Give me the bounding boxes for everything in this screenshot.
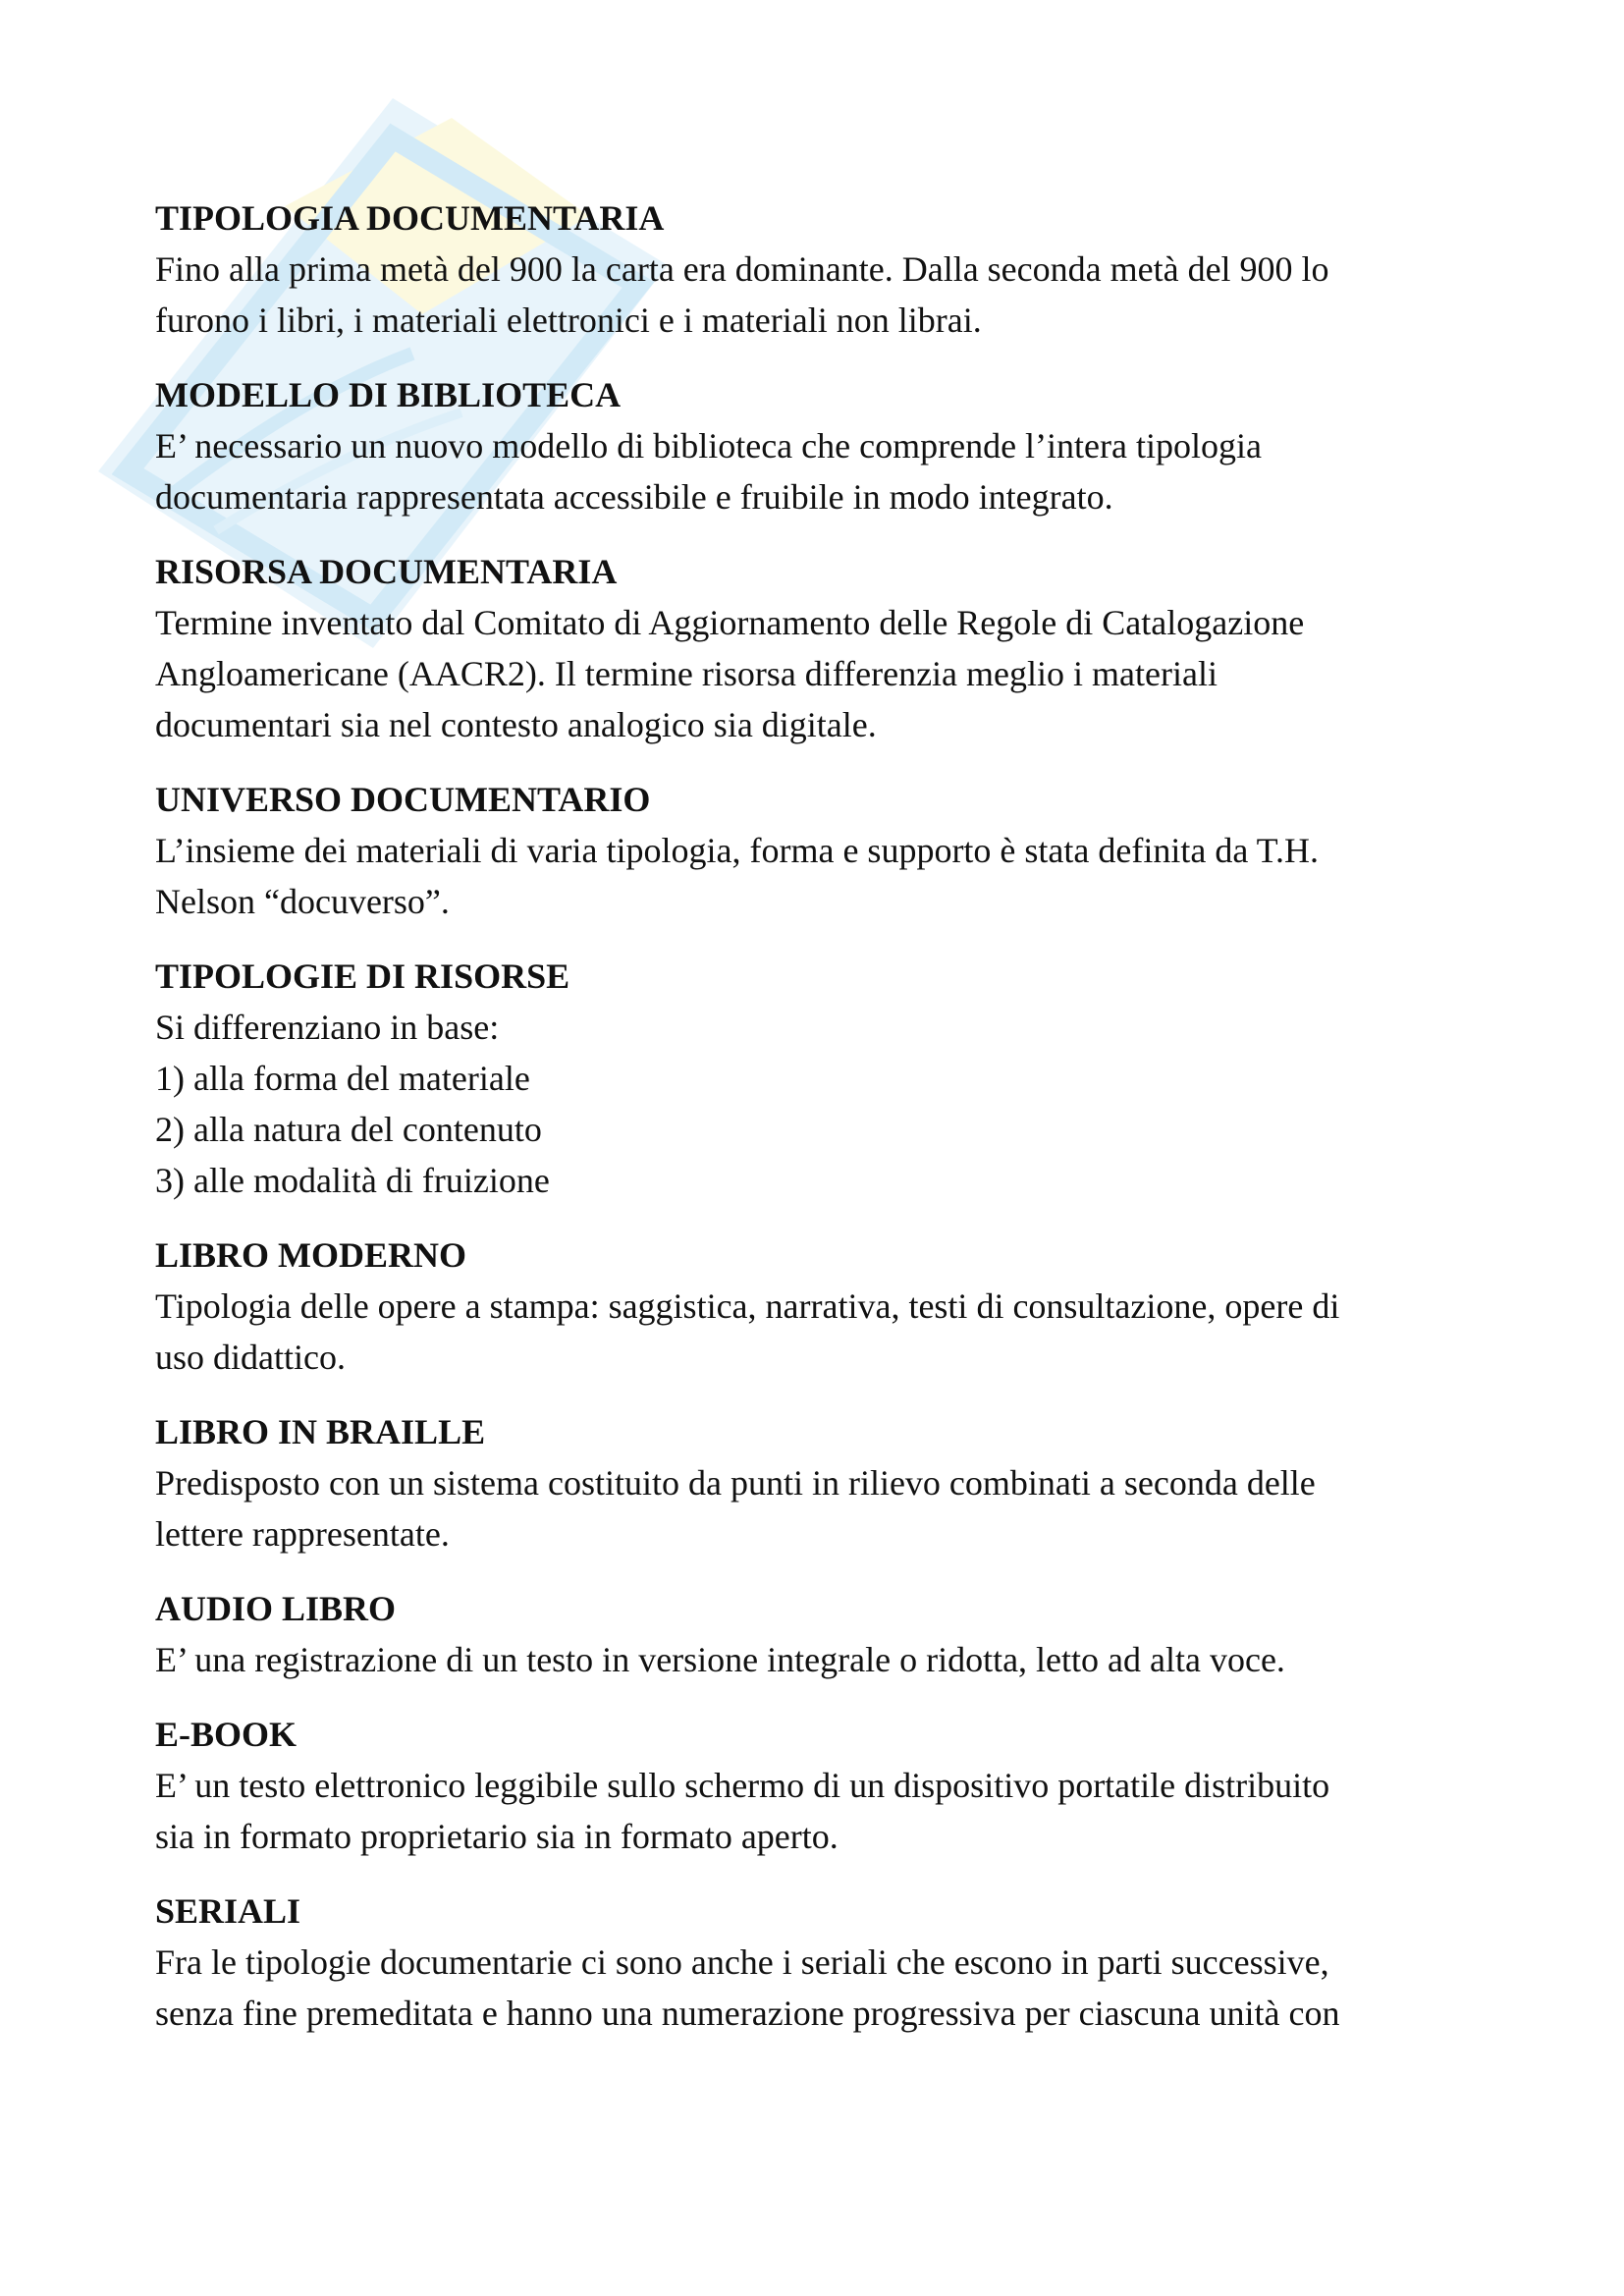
- paragraph-line: Predisposto con un sistema costituito da punti in rilievo combinati a seconda delle: [155, 1463, 1316, 1503]
- paragraph-line: lettere rappresentate.: [155, 1514, 450, 1554]
- paragraph-line: documentari sia nel contesto analogico sia digitale.: [155, 705, 877, 744]
- section-modello-di-biblioteca: [155, 369, 1490, 522]
- section-heading: TIPOLOGIE DI RISORSE: [155, 957, 570, 996]
- paragraph-line: E’ necessario un nuovo modello di biblioteca che comprende l’intera tipologia: [155, 426, 1262, 465]
- section-heading: UNIVERSO DOCUMENTARIO: [155, 780, 651, 819]
- list-item: 2) alla natura del contenuto: [155, 1110, 542, 1149]
- section-heading: MODELLO DI BIBLIOTECA: [155, 375, 622, 414]
- section-heading: E-BOOK: [155, 1715, 298, 1754]
- paragraph-line: Fra le tipologie documentarie ci sono anche i seriali che escono in parti successive,: [155, 1942, 1329, 1982]
- section-universo-documentario: [155, 774, 1490, 927]
- section-libro-in-braille: [155, 1406, 1490, 1559]
- section-heading: TIPOLOGIA DOCUMENTARIA: [155, 198, 665, 238]
- paragraph-line: documentaria rappresentata accessibile e fruibile in modo integrato.: [155, 477, 1113, 517]
- paragraph-line: E’ una registrazione di un testo in versione integrale o ridotta, letto ad alta voce.: [155, 1640, 1285, 1679]
- section-audio-libro: [155, 1583, 1490, 1685]
- section-heading: LIBRO IN BRAILLE: [155, 1412, 486, 1451]
- paragraph-line: Tipologia delle opere a stampa: saggistica, narrativa, testi di consultazione, opere di: [155, 1286, 1340, 1326]
- section-e-book: [155, 1709, 1490, 1862]
- section-libro-moderno: [155, 1230, 1490, 1383]
- paragraph-line: Termine inventato dal Comitato di Aggiornamento delle Regole di Catalogazione: [155, 603, 1305, 642]
- paragraph-line: E’ un testo elettronico leggibile sullo schermo di un dispositivo portatile distribuito: [155, 1766, 1330, 1805]
- section-heading: SERIALI: [155, 1891, 301, 1931]
- paragraph-line: Nelson “docuverso”.: [155, 882, 450, 921]
- section-heading: RISORSA DOCUMENTARIA: [155, 552, 618, 591]
- section-risorsa-documentaria: [155, 546, 1490, 750]
- list-item: 3) alle modalità di fruizione: [155, 1161, 550, 1200]
- paragraph-line: Angloamericane (AACR2). Il termine risorsa differenzia meglio i materiali: [155, 654, 1218, 693]
- section-heading: AUDIO LIBRO: [155, 1589, 397, 1628]
- paragraph-line: Fino alla prima metà del 900 la carta era dominante. Dalla seconda metà del 900 lo: [155, 249, 1329, 289]
- section-tipologie-di-risorse: [155, 951, 1490, 1206]
- section-heading: LIBRO MODERNO: [155, 1235, 467, 1275]
- paragraph-line: furono i libri, i materiali elettronici e i materiali non librai.: [155, 301, 982, 340]
- document-body: [155, 192, 1490, 2062]
- section-seriali: [155, 1886, 1490, 2039]
- paragraph-line: uso didattico.: [155, 1338, 346, 1377]
- paragraph-line: sia in formato proprietario sia in formato aperto.: [155, 1817, 839, 1856]
- list-item: 1) alla forma del materiale: [155, 1059, 530, 1098]
- paragraph-line: Si differenziano in base:: [155, 1008, 500, 1047]
- section-tipologia-documentaria: [155, 192, 1490, 346]
- paragraph-line: L’insieme dei materiali di varia tipologia, forma e supporto è stata definita da T.H.: [155, 831, 1319, 870]
- paragraph-line: senza fine premeditata e hanno una numerazione progressiva per ciascuna unità con: [155, 1994, 1340, 2033]
